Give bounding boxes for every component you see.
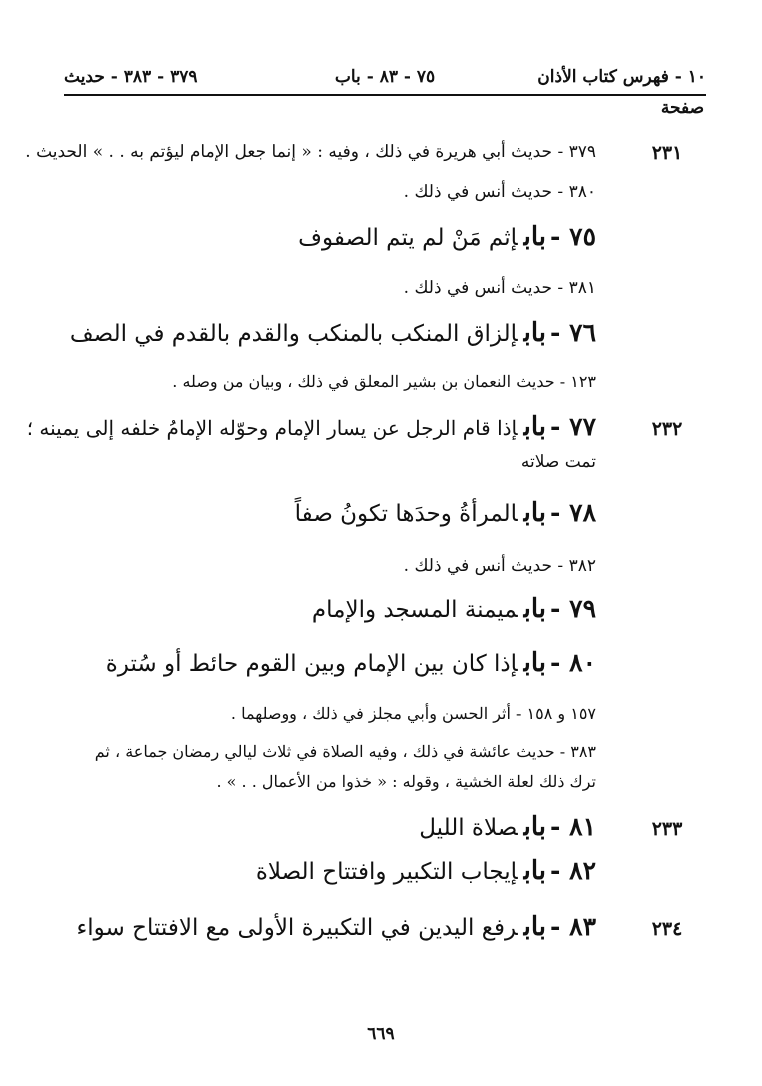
page-ref: ٢٣٢ bbox=[651, 418, 683, 440]
bab-title: ميمنة المسجد والإمام bbox=[311, 597, 518, 623]
page-ref: ٢٣١ bbox=[651, 142, 683, 164]
bab-title: رفع اليدين في التكبيرة الأولى مع الافتتاح سواء bbox=[76, 915, 518, 941]
bab-entry bbox=[58, 912, 694, 952]
bab-keyword: باب bbox=[523, 412, 547, 442]
bab-keyword: باب bbox=[523, 912, 547, 942]
index-entry bbox=[58, 772, 694, 802]
bab-number: ٧٩ - bbox=[550, 594, 596, 623]
bab-number: ٧٦ - bbox=[550, 318, 596, 347]
bab-entry bbox=[58, 318, 694, 358]
bab-keyword: باب bbox=[523, 856, 547, 886]
index-entry bbox=[58, 704, 694, 734]
bab-title: المرأةُ وحدَها تكونُ صفاً bbox=[294, 501, 518, 527]
entry-text: تمت صلاته bbox=[520, 452, 596, 472]
page-column-label: صفحة bbox=[660, 98, 704, 118]
page-ref: ٢٣٣ bbox=[651, 818, 683, 840]
index-entry bbox=[58, 278, 694, 308]
bab-title: إذا قام الرجل عن يسار الإمام وحوّله الإمامُ خلفه إلى يمينه ؛ bbox=[26, 416, 518, 440]
entry-text: ٣٨٠ - حديث أنس في ذلك . bbox=[403, 182, 596, 202]
bab-keyword: باب bbox=[523, 318, 547, 348]
bab-number: ٨٣ - bbox=[550, 912, 596, 941]
page-number: ٦٦٩ bbox=[367, 1024, 395, 1044]
entry-text: ١٢٣ - حديث النعمان بن بشير المعلق في ذلك ، وبيان من وصله . bbox=[172, 372, 596, 391]
index-entry bbox=[58, 742, 694, 772]
bab-entry bbox=[26, 412, 694, 452]
page-ref: ٢٣٤ bbox=[651, 918, 683, 940]
bab-title: صلاة الليل bbox=[419, 815, 518, 841]
bab-entry bbox=[58, 856, 694, 896]
bab-keyword: باب bbox=[523, 498, 547, 528]
bab-entry bbox=[58, 812, 694, 852]
entry-text: ٣٨٣ - حديث عائشة في ذلك ، وفيه الصلاة في ثلاث ليالي رمضان جماعة ، ثم bbox=[94, 742, 596, 761]
index-entry bbox=[58, 182, 694, 212]
header-center: ٧٥ - ٨٣ - باب bbox=[334, 67, 436, 87]
entry-text: ٣٨١ - حديث أنس في ذلك . bbox=[403, 278, 596, 298]
running-header bbox=[64, 60, 706, 96]
index-entry bbox=[58, 556, 694, 586]
bab-entry bbox=[58, 594, 694, 634]
bab-number: ٧٨ - bbox=[550, 498, 596, 527]
bab-title: إيجاب التكبير وافتتاح الصلاة bbox=[255, 859, 518, 885]
entry-text: ٣٨٢ - حديث أنس في ذلك . bbox=[403, 556, 596, 576]
bab-title: إذا كان بين الإمام وبين القوم حائط أو سُترة bbox=[105, 651, 518, 677]
bab-number: ٧٥ - bbox=[550, 222, 596, 251]
bab-title: إثم مَنْ لم يتم الصفوف bbox=[298, 225, 518, 251]
index-entry bbox=[25, 142, 694, 172]
bab-keyword: باب bbox=[523, 812, 547, 842]
bab-number: ٨٢ - bbox=[550, 856, 596, 885]
bab-entry bbox=[58, 222, 694, 262]
bab-keyword: باب bbox=[523, 648, 547, 678]
bab-entry bbox=[58, 648, 694, 688]
entry-text: ترك ذلك لعلة الخشية ، وقوله : « خذوا من الأعمال . . » . bbox=[216, 772, 596, 791]
bab-number: ٨١ - bbox=[550, 812, 596, 841]
bab-title: إلزاق المنكب بالمنكب والقدم بالقدم في الصف bbox=[69, 321, 518, 347]
header-right: ١٠ - فهرس كتاب الأذان bbox=[537, 67, 706, 87]
bab-number: ٧٧ - bbox=[550, 412, 596, 441]
bab-keyword: باب bbox=[523, 222, 547, 252]
bab-entry bbox=[58, 498, 694, 538]
entry-text: ٣٧٩ - حديث أبي هريرة في ذلك ، وفيه : « إنما جعل الإمام ليؤتم به . . » الحديث . bbox=[25, 142, 596, 162]
index-entry bbox=[58, 452, 694, 482]
bab-number: ٨٠ - bbox=[550, 648, 596, 677]
entry-text: ١٥٧ و ١٥٨ - أثر الحسن وأبي مجلز في ذلك ، ووصلهما . bbox=[230, 704, 596, 723]
header-left: ٣٧٩ - ٣٨٣ - حديث bbox=[64, 67, 198, 87]
bab-keyword: باب bbox=[523, 594, 547, 624]
index-entry bbox=[58, 372, 694, 402]
